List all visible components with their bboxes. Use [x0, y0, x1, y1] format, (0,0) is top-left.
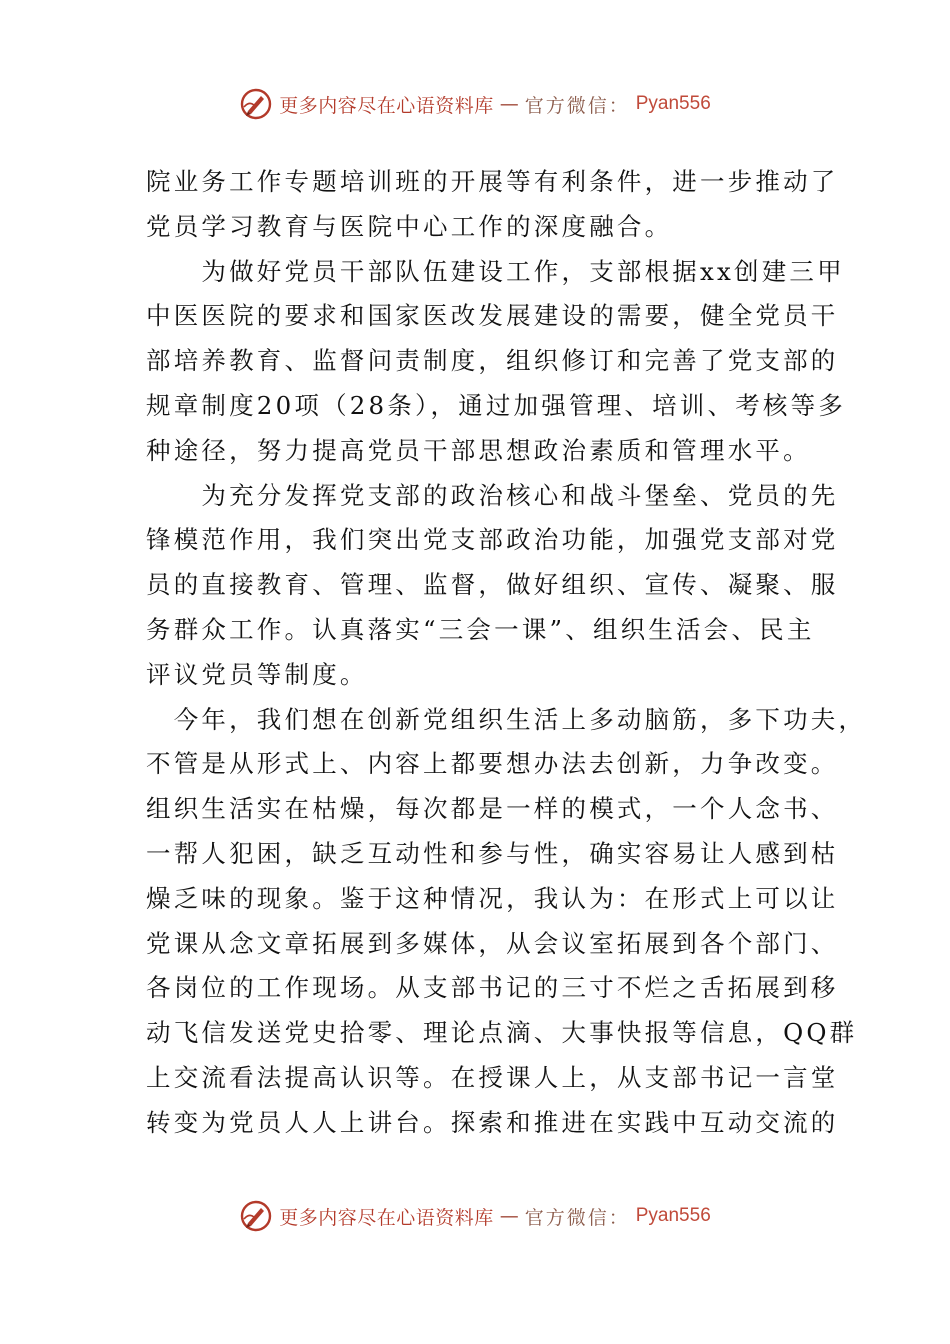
watermark-wechat-id: Pyan556 [635, 1205, 711, 1226]
watermark-wechat-id: Pyan556 [635, 93, 711, 114]
watermark-wechat-label: 官方微信： [524, 1206, 630, 1229]
text-line: 规章制度20项（28条），通过加强管理、培训、考核等多 [146, 390, 846, 420]
paragraph-4 [146, 698, 867, 1146]
text-line: 各岗位的工作现场。从支部书记的三寸不烂之舌拓展到移 [146, 973, 839, 1003]
paragraph-1 [146, 160, 839, 250]
text-line: 燥乏味的现象。鉴于这种情况，我认为：在形式上可以让 [146, 883, 839, 913]
text-line: 锋模范作用，我们突出党支部政治功能，加强党支部对党 [146, 525, 839, 555]
text-line: 党员学习教育与医院中心工作的深度融合。 [146, 211, 673, 241]
text-line: 种途径，努力提高党员干部思想政治素质和管理水平。 [146, 435, 811, 465]
text-line: 部培养教育、监督问责制度，组织修订和完善了党支部的 [146, 346, 839, 376]
watermark-separator: — [499, 1205, 519, 1227]
paragraph-3 [146, 474, 839, 698]
watermark-brand: 更多内容尽在心语资料库 [279, 94, 494, 117]
text-line: 员的直接教育、管理、监督，做好组织、宣传、凝聚、服 [146, 570, 839, 600]
text-line: 评议党员等制度。 [146, 659, 368, 689]
text-line: 上交流看法提高认识等。在授课人上，从支部书记一言堂 [146, 1062, 839, 1092]
footer-watermark [0, 1196, 950, 1236]
text-line: 院业务工作专题培训班的开展等有利条件，进一步推动了 [146, 167, 839, 196]
text-line: 一帮人犯困，缺乏互动性和参与性，确实容易让人感到枯 [146, 838, 839, 868]
watermark-separator: — [499, 93, 519, 115]
text-line: 党课从念文章拓展到多媒体，从会议室拓展到各个部门、 [146, 928, 839, 958]
watermark-brand: 更多内容尽在心语资料库 [279, 1206, 494, 1229]
header-watermark [0, 84, 950, 124]
text-line: 动飞信发送党史拾零、理论点滴、大事快报等信息，QQ群 [146, 1018, 858, 1048]
text-line: 为充分发挥党支部的政治核心和战斗堡垒、党员的先 [146, 480, 839, 510]
text-line: 组织生活实在枯燥，每次都是一样的模式，一个人念书、 [146, 794, 839, 824]
pen-circle-logo-icon [239, 1199, 273, 1233]
watermark-wechat-label: 官方微信： [524, 94, 630, 117]
text-line: 为做好党员干部队伍建设工作，支部根据xx创建三甲 [146, 256, 845, 286]
text-line: 今年，我们想在创新党组织生活上多动脑筋，多下功夫， [146, 704, 867, 734]
text-line: 转变为党员人人上讲台。探索和推进在实践中互动交流的 [146, 1107, 839, 1137]
document-body [146, 160, 867, 1146]
text-line: 务群众工作。认真落实“三会一课”、组织生活会、民主 [146, 614, 815, 644]
text-line: 中医医院的要求和国家医改发展建设的需要，健全党员干 [146, 301, 839, 331]
paragraph-2 [146, 250, 846, 474]
text-line: 不管是从形式上、内容上都要想办法去创新，力争改变。 [146, 749, 839, 779]
pen-circle-logo-icon [239, 87, 273, 121]
